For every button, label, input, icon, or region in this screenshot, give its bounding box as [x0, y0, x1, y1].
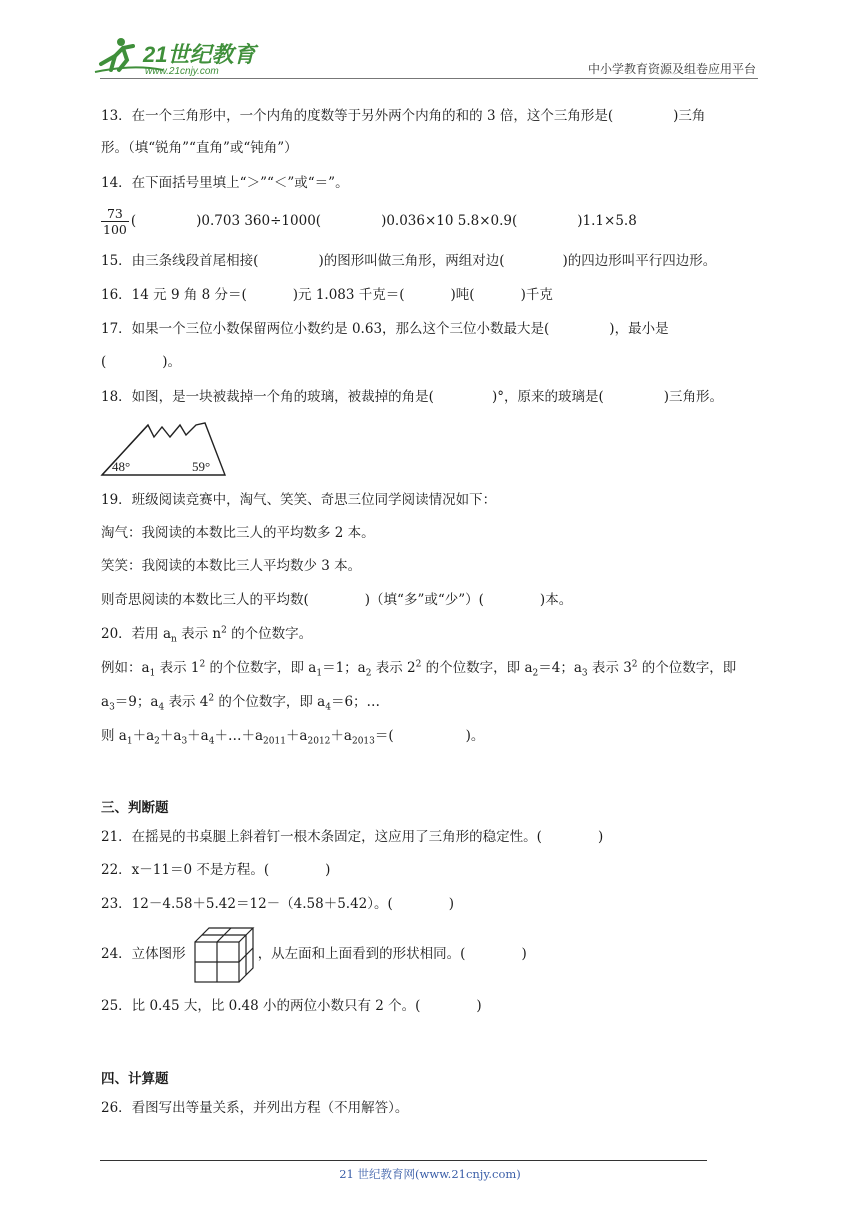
question-25: 25．比 0.45 大，比 0.48 小的两位小数只有 2 个。( ) — [101, 998, 482, 1014]
section-4-heading: 四、计算题 — [101, 1071, 169, 1087]
cube-solid-figure — [192, 922, 262, 984]
question-19-xiaoxiao: 笑笑：我阅读的本数比三人平均数少 3 本。 — [101, 558, 362, 574]
fraction-73-100: $\frac{73}{100}$ — [103, 206, 127, 237]
section-3-heading: 三、判断题 — [101, 800, 169, 816]
question-16: 16．14 元 9 角 8 分＝( )元 1.083 千克＝( )吨( )千克 — [101, 287, 553, 303]
header-platform-text: 中小学教育资源及组卷应用平台 — [587, 62, 756, 76]
question-14: 14．在下面括号里填上“＞”“＜”或“＝”。 — [101, 175, 349, 191]
svg-text:21世纪教育: 21世纪教育 — [143, 42, 256, 67]
question-19-taoqi: 淘气：我阅读的本数比三人的平均数多 2 本。 — [101, 525, 375, 541]
question-23: 23．12－4.58＋5.42＝12－（4.58＋5.42）。( ) — [101, 896, 455, 912]
angle-48-label: 48° — [112, 459, 131, 474]
question-17-line2: ( )。 — [101, 354, 182, 370]
cut-glass-figure — [100, 413, 230, 479]
question-22: 22．x－11＝0 不是方程。( ) — [101, 862, 331, 878]
question-20: 20．若用 $a_n$ 表示 $n^2$ 的个位数字。 — [101, 625, 313, 645]
question-19-qisi: 则奇思阅读的本数比三人的平均数( )（填“多”或“少”）( )本。 — [101, 592, 573, 608]
question-21: 21．在摇晃的书桌腿上斜着钉一根木条固定，这应用了三角形的稳定性。( ) — [101, 829, 604, 845]
question-19: 19．班级阅读竞赛中，淘气、笑笑、奇思三位同学阅读情况如下： — [101, 492, 497, 508]
question-15: 15．由三条线段首尾相接( )的图形叫做三角形，两组对边( )的四边形叫平行四边形。 — [101, 253, 717, 269]
footer-divider — [100, 1160, 707, 1161]
question-26: 26．看图写出等量关系，并列出方程（不用解答）。 — [101, 1100, 409, 1116]
svg-text:www.21cnjy.com: www.21cnjy.com — [145, 66, 219, 77]
question-13: 13．在一个三角形中，一个内角的度数等于另外两个内角的和的 3 倍，这个三角形是( )三角 — [101, 108, 706, 124]
question-13-line2: 形。（填“锐角”“直角”或“钝角”） — [101, 140, 298, 156]
question-20-example: 例如：$a_1$ 表示 $1^2$ 的个位数字，即 $a_1=1$；$a_2$ 表示 $2^2$ 的个位数字，即 $a_2=4$；$a_3$ 表示 $3^2$ 的个位数字，即 — [101, 659, 737, 679]
site-logo — [93, 34, 263, 78]
question-20-sum: 则 $a_1+a_2+a_3+a_4+\dots+a_{2011}+a_{2012}+a_{2013}=$( )。 — [101, 728, 485, 747]
question-17: 17．如果一个三位小数保留两位小数约是 0.63，那么这个三位小数最大是( )，最小是 — [101, 321, 669, 337]
question-20-example-cont: $a_3=9$；$a_4$ 表示 $4^2$ 的个位数字，即 $a_4=6$；… — [101, 693, 381, 713]
footer-site-link[interactable]: 21 世纪教育网(www.21cnjy.com) — [339, 1167, 521, 1181]
header-divider — [100, 78, 758, 79]
question-24: 24．立体图形 ，从左面和上面看到的形状相同。( ) — [101, 946, 527, 962]
angle-59-label: 59° — [192, 459, 211, 474]
question-14-items: $\frac{73}{100}$ ( )0.703 360÷1000( )0.036×10 5.8×0.9( )1.1×5.8 — [103, 206, 637, 237]
question-18: 18．如图，是一块被裁掉一个角的玻璃，被裁掉的角是( )°，原来的玻璃是( )三角形。 — [101, 389, 724, 405]
